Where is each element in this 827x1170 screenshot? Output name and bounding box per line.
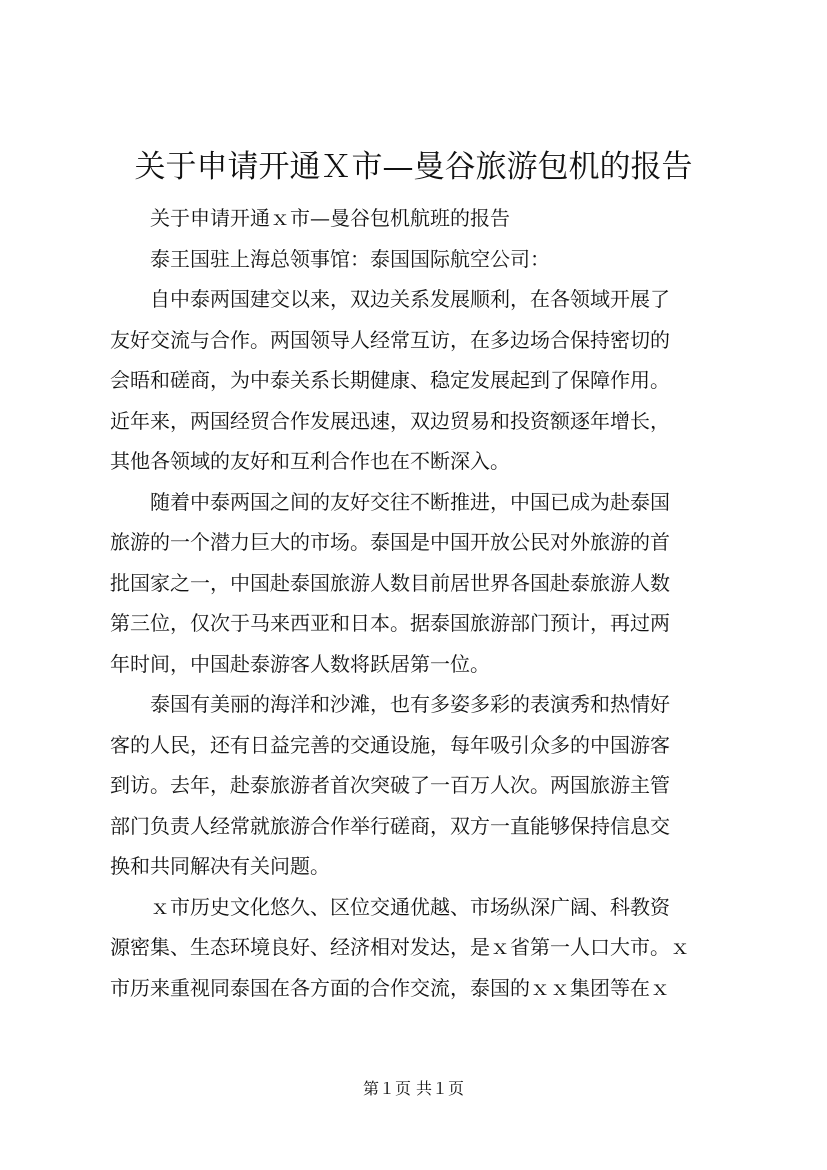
paragraph-4-line-3: 市历来重视同泰国在各方面的合作交流，泰国的ｘｘ集团等在ｘ bbox=[110, 975, 670, 1000]
subtitle-line: 关于申请开通ｘ市—曼谷包机航班的报告 bbox=[150, 206, 510, 230]
document-body bbox=[110, 198, 740, 1008]
paragraph-2-line-3: 批国家之一，中国赴泰国旅游人数目前居世界各国赴泰旅游人数 bbox=[110, 570, 670, 595]
paragraph-1-line-4: 近年来，两国经贸合作发展迅速，双边贸易和投资额逐年增长， bbox=[110, 408, 670, 433]
paragraph-1-line-5: 其他各领域的友好和互利合作也在不断深入。 bbox=[110, 449, 510, 473]
paragraph-2-line-5: 年时间，中国赴泰游客人数将跃居第一位。 bbox=[110, 651, 490, 676]
paragraph-3-line-1: 泰国有美丽的海洋和沙滩，也有多姿多彩的表演秀和热情好 bbox=[150, 692, 670, 716]
page-number-footer: 第１页 共１页 bbox=[362, 1079, 465, 1098]
paragraph-1-line-2: 友好交流与合作。两国领导人经常互访，在多边场合保持密切的 bbox=[110, 327, 670, 352]
paragraph-3-line-3: 到访。去年，赴泰旅游者首次突破了一百万人次。两国旅游主管 bbox=[110, 773, 670, 797]
paragraph-3-line-4: 部门负责人经常就旅游合作举行磋商，双方一直能够保持信息交 bbox=[110, 813, 670, 838]
paragraph-2-line-1: 随着中泰两国之间的友好交往不断推进，中国已成为赴泰国 bbox=[150, 489, 670, 514]
paragraph-3-line-5: 换和共同解决有关问题。 bbox=[110, 854, 330, 878]
paragraph-4-line-2: 源密集、生态环境良好、经济相对发达，是ｘ省第一人口大市。ｘ bbox=[110, 935, 690, 959]
paragraph-3-line-2: 客的人民，还有日益完善的交通设施，每年吸引众多的中国游客 bbox=[110, 732, 670, 757]
document-title: 关于申请开通Ｘ市—曼谷旅游包机的报告 bbox=[134, 149, 693, 185]
paragraph-2-line-2: 旅游的一个潜力巨大的市场。泰国是中国开放公民对外旅游的首 bbox=[110, 530, 670, 554]
paragraph-1-line-3: 会晤和磋商，为中泰关系长期健康、稳定发展起到了保障作用。 bbox=[110, 368, 670, 392]
paragraph-1-line-1: 自中泰两国建交以来，双边关系发展顺利，在各领域开展了 bbox=[150, 287, 670, 311]
addressee-line: 泰王国驻上海总领事馆：泰国国际航空公司： bbox=[150, 246, 550, 271]
paragraph-2-line-4: 第三位，仅次于马来西亚和日本。据泰国旅游部门预计，再过两 bbox=[110, 611, 670, 635]
paragraph-4-line-1: ｘ市历史文化悠久、区位交通优越、市场纵深广阔、科教资 bbox=[150, 894, 670, 919]
